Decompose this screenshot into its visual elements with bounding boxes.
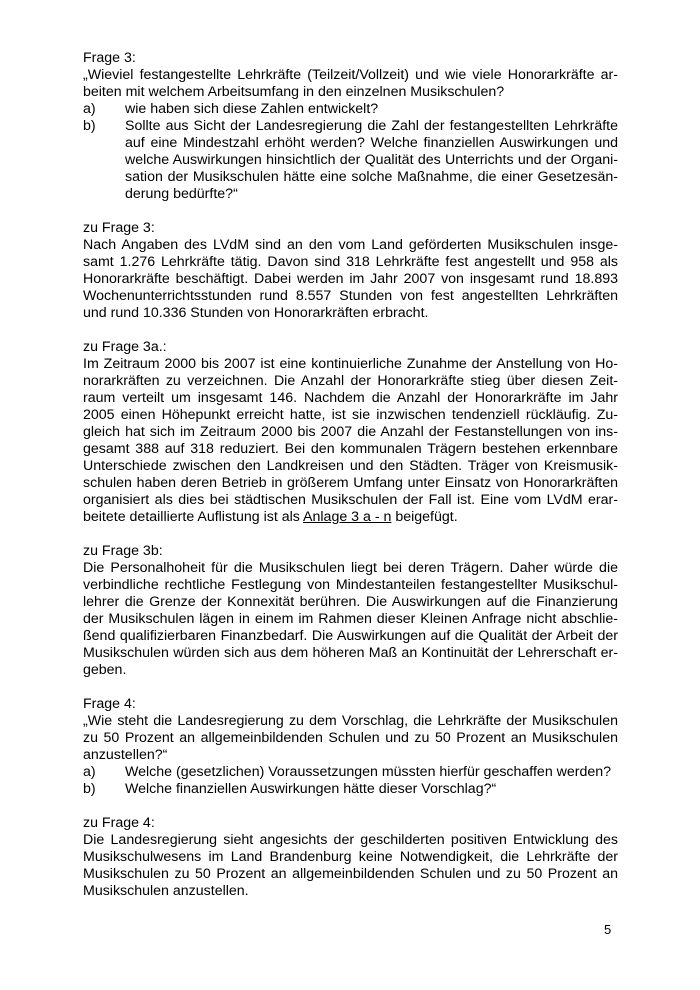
question-3-item-b: [83, 118, 618, 203]
question-4-item-a: [83, 764, 618, 781]
attachment-link[interactable]: Anlage 3 a - n: [303, 509, 392, 525]
document-page: [83, 50, 618, 917]
answer-3-line: samt 1.276 Lehrkräfte tätig. Davon sind 318 Lehrkräfte fest angestellt und 958 als: [83, 254, 618, 270]
answer-3a-line: schulen haben deren Betrieb in größerem Umfang unter Einsatz von Honorarkräften: [83, 475, 618, 491]
answer-3a-last-line: [83, 509, 618, 526]
answer-3b: [83, 543, 618, 679]
answer-3-line: Wochenunterrichtsstunden rund 8.557 Stunden von fest angestellten Lehrkräften: [83, 288, 618, 304]
question-3-heading: Frage 3:: [83, 50, 136, 66]
answer-3a-last-text-end: beigefügt.: [391, 509, 458, 525]
answer-3b-line: der Musikschulen lägen in einem im Rahmen dieser Kleinen Anfrage nicht abschlie-: [83, 611, 618, 627]
item-marker: b): [83, 781, 96, 797]
answer-3a-line: Unterschiede zwischen den Landkreisen und den Städten. Träger von Kreismusik-: [83, 458, 618, 474]
item-text-line: Sollte aus Sicht der Landesregierung die Zahl der festangestellten Lehrkräfte: [125, 118, 618, 134]
answer-3a-line: norarkräften zu verzeichnen. Die Anzahl der Honorarkräfte stieg über diesen Zeit-: [83, 373, 618, 389]
answer-3a-line: Im Zeitraum 2000 bis 2007 ist eine kontinuierliche Zunahme der Anstellung von Ho-: [83, 356, 618, 372]
answer-3b-heading: zu Frage 3b:: [83, 543, 163, 559]
question-3-line: „Wieviel festangestellte Lehrkräfte (Teilzeit/Vollzeit) und wie viele Honorarkräfte ar-: [83, 67, 618, 83]
item-marker: b): [83, 118, 96, 134]
answer-3-line: Honorarkräfte beschäftigt. Dabei werden im Jahr 2007 von insgesamt rund 18.893: [83, 271, 618, 287]
answer-3b-line: Musikschulen würden sich aus dem höheren Maß an Kontinuität der Lehrerschaft er-: [83, 645, 618, 661]
answer-3: [83, 220, 618, 322]
question-4: [83, 696, 618, 798]
item-text-line: auf eine Mindestzahl erhöht werden? Welche finanziellen Auswirkungen und: [125, 135, 618, 151]
answer-3b-line: lehrer die Grenze der Konnexität berühren. Die Auswirkungen auf die Finanzierung: [83, 594, 618, 610]
question-3-line: beiten mit welchem Arbeitsumfang in den einzelnen Musikschulen?: [83, 84, 505, 100]
answer-3a-line: raum verteilt um insgesamt 146. Nachdem die Anzahl der Honorarkräfte im Jahr: [83, 390, 618, 406]
answer-3a: [83, 339, 618, 526]
question-4-line: zu 50 Prozent an allgemeinbildenden Schulen und zu 50 Prozent an Musikschulen: [83, 730, 618, 746]
answer-3b-line: Die Personalhoheit für die Musikschulen liegt bei deren Trägern. Daher würde die: [83, 560, 618, 576]
answer-3a-line: 2005 einen Höhepunkt erreicht hatte, ist sie inzwischen tendenziell rückläufig. Zu-: [83, 407, 618, 423]
answer-3a-line: organisiert als dies bei städtischen Musikschulen der Fall ist. Eine vom LVdM erar-: [83, 492, 618, 508]
item-marker: a): [83, 764, 96, 780]
answer-4-line: Die Landesregierung sieht angesichts der geschilderten positiven Entwicklung des: [83, 832, 618, 848]
answer-3b-line: ßend qualifizierbaren Finanzbedarf. Die Auswirkungen auf die Qualität der Arbeit der: [83, 628, 618, 644]
item-text-line: wie haben sich diese Zahlen entwickelt?: [125, 101, 379, 117]
answer-3-line: und rund 10.336 Stunden von Honorarkräften erbracht.: [83, 305, 429, 321]
question-4-item-b: [83, 781, 618, 798]
answer-3b-line: geben.: [83, 662, 127, 678]
item-text-line: welche Auswirkungen hinsichtlich der Qualität des Unterrichts und der Organi-: [125, 152, 618, 168]
answer-3-line: Nach Angaben des LVdM sind an den vom Land geförderten Musikschulen insge-: [83, 237, 618, 253]
question-4-heading: Frage 4:: [83, 696, 136, 712]
item-text-line: derung bedürfte?“: [125, 186, 238, 202]
answer-3b-line: verbindliche rechtliche Festlegung von Mindestanteilen festangestellter Musikschul-: [83, 577, 618, 593]
answer-4-line: Musikschulwesens im Land Brandenburg keine Notwendigkeit, die Lehrkräfte der: [83, 849, 618, 865]
item-text-line: Welche (gesetzlichen) Voraussetzungen müssten hierfür geschaffen werden?: [125, 764, 612, 780]
answer-3-heading: zu Frage 3:: [83, 220, 155, 236]
page-number: 5: [604, 922, 612, 937]
answer-3a-line: gesamt 388 auf 318 reduziert. Bei den kommunalen Trägern bestehen erkennbare: [83, 441, 618, 457]
item-marker: a): [83, 101, 96, 117]
question-3-item-a: [83, 101, 618, 118]
answer-4-line: Musikschulen zu 50 Prozent an allgemeinbildenden Schulen und zu 50 Prozent an: [83, 866, 618, 882]
question-3: [83, 50, 618, 203]
answer-4: [83, 815, 618, 900]
item-text-line: sation der Musikschulen hätte eine solche Maßnahme, die einer Gesetzesän-: [125, 169, 618, 185]
item-text-line: Welche finanziellen Auswirkungen hätte dieser Vorschlag?“: [125, 781, 497, 797]
answer-3a-line: gleich hat sich im Zeitraum 2000 bis 2007 die Anzahl der Festanstellungen von ins-: [83, 424, 618, 440]
answer-3a-last-text: beitete detaillierte Auflistung ist als: [83, 509, 304, 525]
answer-4-heading: zu Frage 4:: [83, 815, 155, 831]
answer-3a-heading: zu Frage 3a.:: [83, 339, 167, 355]
question-4-line: „Wie steht die Landesregierung zu dem Vorschlag, die Lehrkräfte der Musikschulen: [83, 713, 618, 729]
answer-4-line: Musikschulen anzustellen.: [83, 883, 249, 899]
question-4-line: anzustellen?“: [83, 747, 168, 763]
